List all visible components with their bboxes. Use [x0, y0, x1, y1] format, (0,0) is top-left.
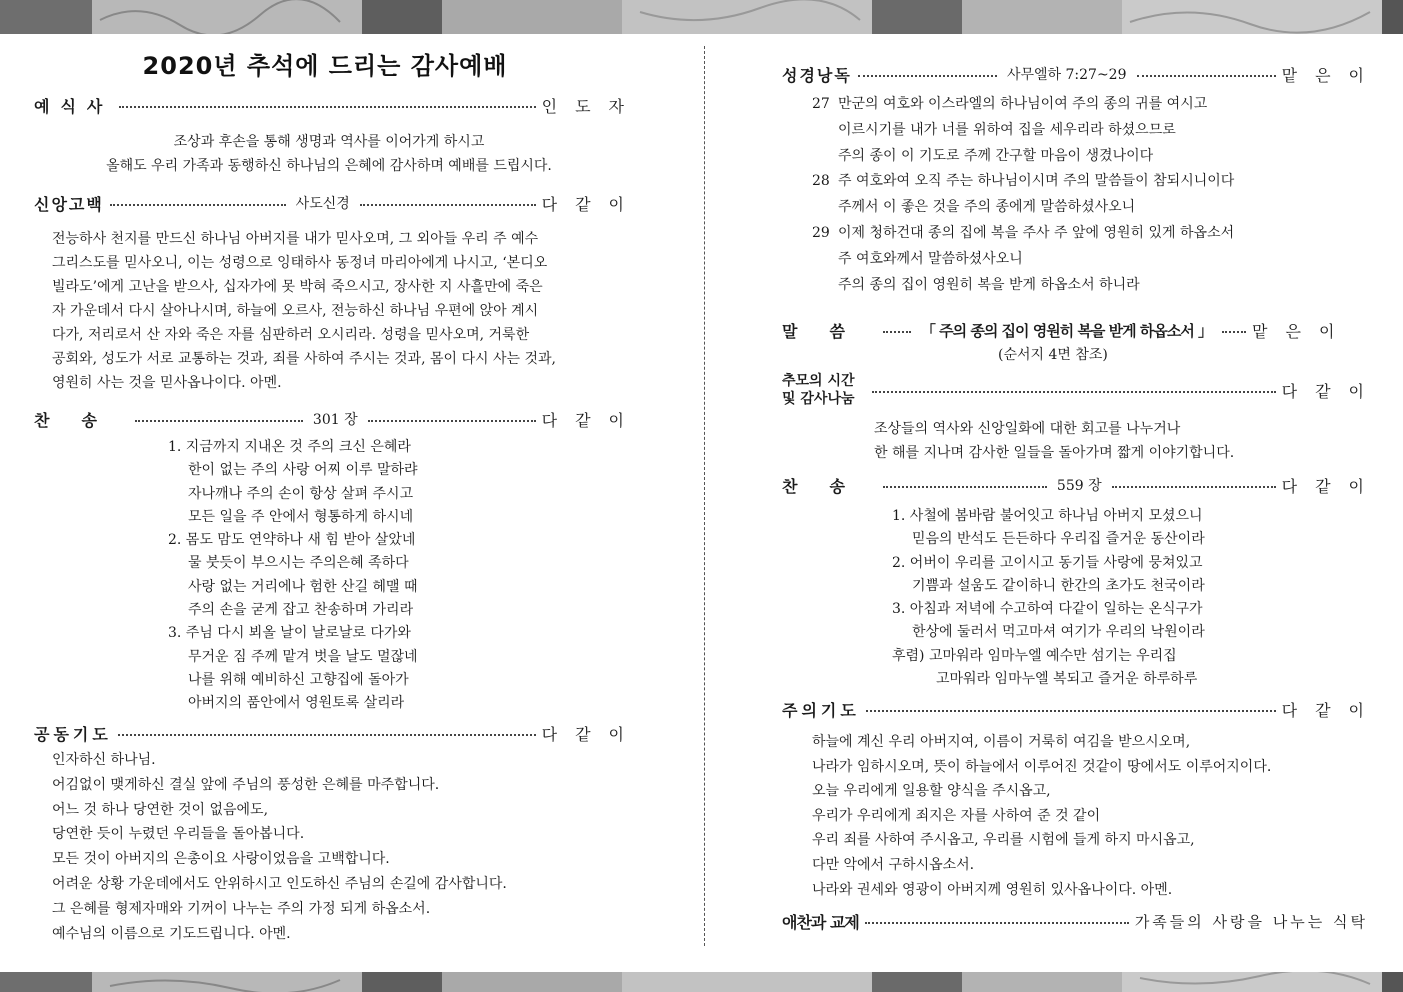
creed-line: 자 가운데서 다시 살아나시며, 하늘에 오르사, 전능하신 하나님 우편에 앉아 계시 [52, 303, 539, 319]
verse-line: 이르시기를 내가 너를 위하여 집을 세우리라 하셨으므로 [838, 121, 1176, 138]
hymn-number: 301 장 [309, 409, 362, 429]
creed-title: 사도신경 [292, 193, 354, 213]
hymn-line: 사랑 없는 거리에나 험한 산길 헤맬 때 [188, 578, 418, 595]
hymn2-line: 고마워라 임마누엘 복되고 즐거운 하루하루 [936, 671, 1198, 688]
hymn2-number: 559 장 [1053, 475, 1106, 495]
hymn2-line: 후렴) 고마워라 임마누엘 예수만 섬기는 우리집 [892, 647, 1177, 664]
prayer-label: 공동기도 [34, 724, 112, 744]
top-decorative-band [0, 0, 1403, 34]
leader-dots [135, 420, 303, 422]
hymn2-line: 3. 아침과 저녁에 수고하여 다같이 일하는 온식구가 [892, 601, 1203, 618]
sermon-label: 말씀 [782, 321, 877, 341]
sermon-title: 「 주의 종의 집이 영원히 복을 받게 하옵소서 」 [917, 320, 1216, 341]
hymn-line: 1. 지금까지 지내온 것 주의 크신 은혜라 [168, 439, 411, 455]
fellowship-role: 가족들의 사랑을 나누는 식탁 [1134, 912, 1368, 931]
leader-dots [1222, 331, 1246, 333]
creed-line: 빌라도’에게 고난을 받으사, 십자가에 못 박혀 죽으시고, 장사한 지 사흘만에 죽은 [52, 279, 543, 295]
verse-27-cont [812, 118, 1234, 144]
scripture-text [812, 92, 1234, 298]
bottom-decorative-band [0, 972, 1403, 992]
verse-line: 주의 종이 이 기도로 주께 간구할 마음이 생겼나이다 [838, 147, 1154, 164]
fellowship-header [782, 908, 1368, 934]
hymn-line: 자나깨나 주의 손이 항상 살펴 주시고 [188, 485, 414, 502]
sermon-header [782, 317, 1364, 343]
reading-passage: 사무엘하 7:27~29 [1003, 64, 1131, 84]
verse-line: 주께서 이 좋은 것을 주의 종에게 말씀하셨사오니 [838, 199, 1136, 216]
hymn2-role: 다같이 [1281, 476, 1382, 496]
lords-prayer-header [782, 696, 1382, 722]
hymn-line: 물 붓듯이 부으시는 주의은혜 족하다 [188, 555, 409, 572]
creed-header [34, 190, 642, 216]
creed-role: 다같이 [541, 194, 642, 214]
prayer-line: 인자하신 하나님. [52, 752, 156, 768]
hymn-label: 찬송 [34, 410, 129, 430]
lords-prayer-role: 다같이 [1281, 700, 1382, 720]
hymn-line: 모든 일을 주 안에서 형통하게 하시네 [188, 508, 414, 525]
opening-line: 올해도 우리 가족과 동행하신 하나님의 은혜에 감사하며 예배를 드립시다. [106, 158, 552, 174]
verse-28 [812, 169, 1234, 195]
creed-line: 전능하사 천지를 만드신 하나님 아버지를 내가 믿사오며, 그 외아들 우리 주 예수 [52, 231, 539, 247]
leader-dots [883, 486, 1047, 488]
leader-dots [119, 106, 535, 108]
leader-dots [865, 922, 1129, 924]
lords-prayer-line: 오늘 우리에게 일용할 양식을 주시옵고, [812, 783, 1051, 800]
verse-28-cont [812, 195, 1234, 221]
lords-prayer-line: 하늘에 계신 우리 아버지여, 이름이 거룩히 여김을 받으시오며, [812, 734, 1191, 750]
sermon-role: 맡은이 [1252, 321, 1353, 341]
memorial-label [782, 372, 866, 408]
lords-prayer-line: 우리가 우리에게 죄지은 자를 사하여 준 것 같이 [812, 807, 1101, 824]
creed-line: 공회와, 성도가 서로 교통하는 것과, 죄를 사하여 주시는 것과, 몸이 다시 사는 것과, [52, 351, 556, 367]
memorial-text [874, 417, 1234, 465]
verse-29-cont [812, 247, 1234, 273]
lords-prayer-line: 우리 죄를 사하여 주시옵고, 우리를 시험에 들게 하지 마시옵고, [812, 832, 1195, 849]
column-divider [704, 46, 705, 946]
verse-27-cont [812, 144, 1234, 170]
verse-29-cont [812, 273, 1234, 299]
prayer-line: 당연한 듯이 누렸던 우리들을 돌아봅니다. [52, 826, 305, 843]
opening-role: 인도자 [541, 96, 642, 116]
leader-dots [360, 204, 536, 206]
prayer-line: 어느 것 하나 당연한 것이 없음에도, [52, 801, 269, 818]
prayer-line: 어려운 상황 가운데에서도 안위하시고 인도하신 주님의 손길에 감사합니다. [52, 875, 507, 892]
opening-label: 예식사 [34, 96, 114, 116]
lords-prayer-line: 나라와 권세와 영광이 아버지께 영원히 있사옵나이다. 아멘. [812, 881, 1173, 898]
hymn-line: 아버지의 품안에서 영원토록 살리라 [188, 695, 405, 712]
verse-line: 주 여호와께서 말씀하셨사오니 [838, 250, 1023, 267]
prayer-line: 그 은혜를 형제자매와 기꺼이 나누는 주의 가정 되게 하옵소서. [52, 900, 431, 917]
prayer-line: 모든 것이 아버지의 은총이요 사랑이었음을 고백합니다. [52, 851, 390, 868]
leader-dots [883, 331, 911, 333]
prayer-line: 어김없이 맺게하신 결실 앞에 주님의 풍성한 은혜를 마주합니다. [52, 776, 440, 793]
prayer-line: 예수님의 이름으로 기도드립니다. 아멘. [52, 925, 291, 942]
hymn2-label: 찬송 [782, 476, 877, 496]
hymn-line: 2. 몸도 맘도 연약하나 새 힘 받아 살았네 [168, 532, 416, 549]
hymn-line: 주의 손을 굳게 잡고 찬송하며 가리라 [188, 602, 414, 619]
hymn-line: 3. 주님 다시 뵈올 날이 날로날로 다가와 [168, 625, 411, 642]
opening-text [34, 130, 624, 178]
reading-role: 맡은이 [1281, 65, 1383, 85]
prayer-header [34, 720, 642, 746]
sermon-note: (순서지 4면 참조) [998, 347, 1108, 363]
memorial-header [782, 368, 1382, 412]
creed-line: 그리스도를 믿사오니, 이는 성령으로 잉태하사 동정녀 마리아에게 나시고, ‘본디오 [52, 255, 548, 271]
opening-line: 조상과 후손을 통해 생명과 역사를 이어가게 하시고 [173, 134, 485, 150]
prayer-role: 다같이 [541, 724, 642, 744]
hymn-role: 다같이 [541, 410, 642, 430]
page-title: 2020년 추석에 드리는 감사예배 [142, 52, 508, 80]
memorial-label-line: 및 감사나눔 [782, 391, 855, 407]
lords-prayer-label: 주의기도 [782, 700, 860, 720]
leader-dots [1112, 486, 1276, 488]
hymn-line: 나를 위해 예비하신 고향집에 돌아가 [188, 671, 409, 688]
verse-line: 만군의 여호와 이스라엘의 하나님이여 주의 종의 귀를 여시고 [838, 96, 1208, 112]
memorial-line: 조상들의 역사와 신앙일화에 대한 회고를 나누거나 [874, 421, 1181, 437]
leader-dots [872, 391, 1276, 393]
creed-line: 다가, 저리로서 산 자와 죽은 자를 심판하러 오시리라. 성령을 믿사오며, 거룩한 [52, 327, 530, 343]
creed-label: 신앙고백 [34, 194, 104, 214]
leader-dots [368, 420, 536, 422]
prayer-text [52, 748, 507, 946]
opening-header [34, 92, 642, 118]
texture-pattern [0, 0, 1403, 34]
verse-27 [812, 92, 1234, 118]
leader-dots [1137, 75, 1276, 77]
memorial-label-line: 추모의 시간 [782, 373, 855, 389]
creed-text [52, 227, 556, 395]
verse-number: 29 [812, 224, 830, 241]
hymn-line: 한이 없는 주의 사랑 어찌 이루 말하랴 [188, 462, 418, 479]
leader-dots [110, 204, 286, 206]
lords-prayer-text [812, 730, 1271, 902]
creed-line: 영원히 사는 것을 믿사옵나이다. 아멘. [52, 375, 282, 391]
reading-header [782, 61, 1383, 87]
lords-prayer-line: 다만 악에서 구하시옵소서. [812, 856, 975, 873]
verse-29 [812, 221, 1234, 247]
verse-number: 27 [812, 96, 830, 112]
hymn-line: 무거운 짐 주께 맡겨 벗을 날도 멀잖네 [188, 648, 418, 665]
verse-number: 28 [812, 173, 830, 190]
hymn2-line: 2. 어버이 우리를 고이시고 동기들 사랑에 뭉쳐있고 [892, 554, 1203, 571]
hymn2-line: 한상에 둘러서 먹고마셔 여기가 우리의 낙원이라 [912, 624, 1205, 641]
verse-line: 주의 종의 집이 영원히 복을 받게 하옵소서 하니라 [838, 276, 1140, 293]
leader-dots [866, 710, 1276, 712]
hymn2-header [782, 472, 1382, 498]
hymn2-lyrics [892, 505, 1205, 691]
leader-dots [118, 734, 536, 736]
hymn-lyrics [168, 436, 418, 716]
memorial-role: 다같이 [1281, 381, 1382, 401]
hymn2-line: 1. 사철에 봄바람 불어잇고 하나님 아버지 모셨으니 [892, 508, 1203, 524]
texture-pattern [0, 972, 1403, 992]
lords-prayer-line: 나라가 임하시오며, 뜻이 하늘에서 이루어진 것같이 땅에서도 이루어지이다. [812, 758, 1272, 775]
hymn2-line: 믿음의 반석도 든든하다 우리집 즐거운 동산이라 [912, 531, 1205, 548]
verse-line: 주 여호와여 오직 주는 하나님이시며 주의 말씀들이 참되시니이다 [838, 173, 1235, 190]
memorial-line: 한 해를 지나며 감사한 일들을 돌아가며 짧게 이야기합니다. [874, 445, 1235, 461]
leader-dots [858, 75, 997, 77]
reading-label: 성경낭독 [782, 65, 852, 85]
hymn-header [34, 406, 642, 432]
hymn2-line: 기쁨과 설움도 같이하니 한간의 초가도 천국이라 [912, 577, 1205, 594]
fellowship-label: 애찬과 교제 [782, 912, 859, 932]
verse-line: 이제 청하건대 종의 집에 복을 주사 주 앞에 영원히 있게 하옵소서 [838, 224, 1235, 241]
